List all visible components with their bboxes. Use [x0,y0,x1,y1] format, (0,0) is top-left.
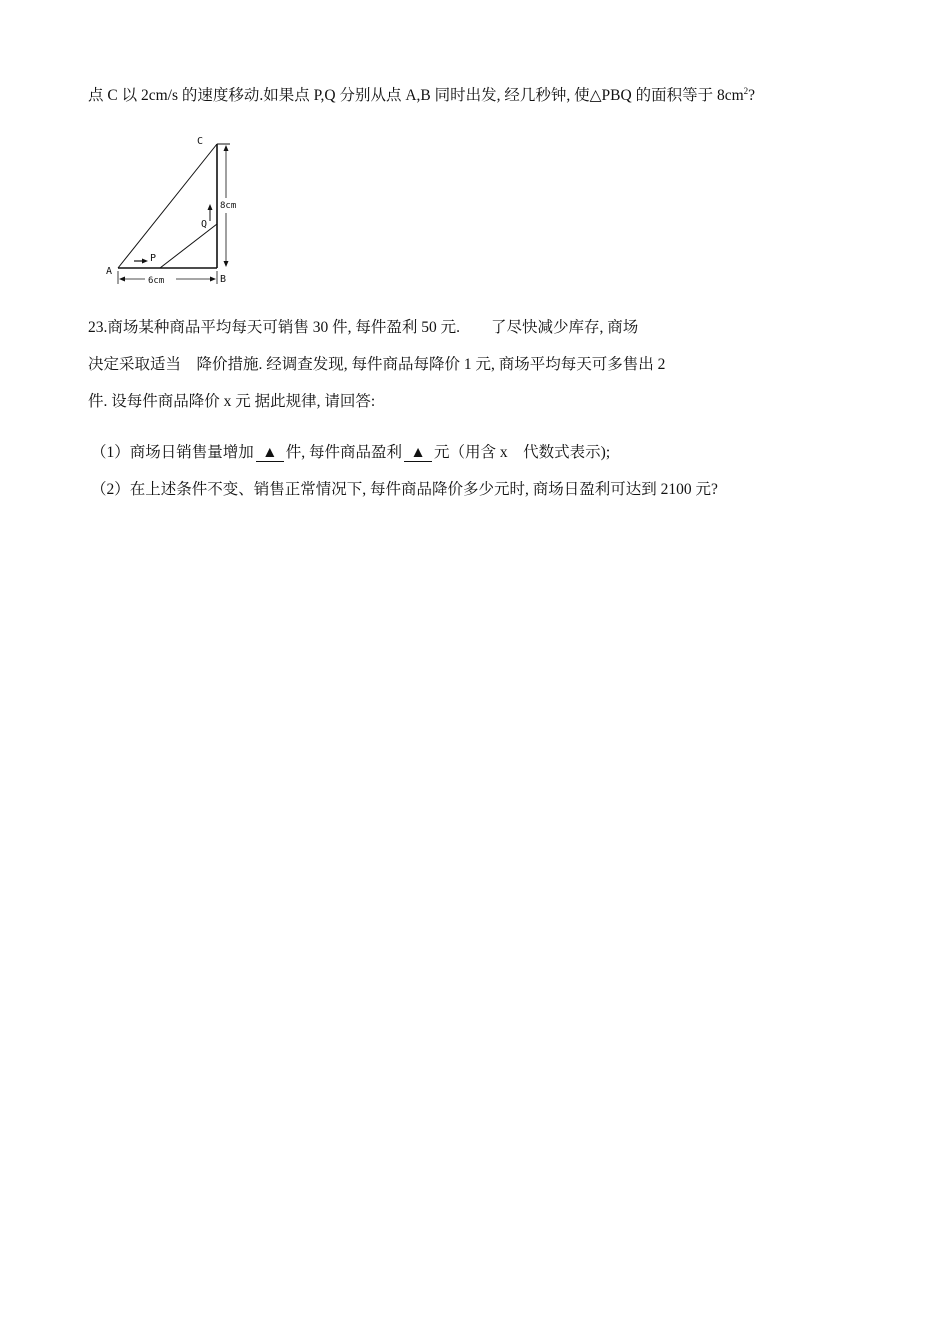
q1-part-3: 元（用含 x 代数式表示); [434,444,611,461]
segment-pq [160,224,217,268]
q1-part-1: （1）商场日销售量增加 [91,444,254,461]
q-motion-arrow-icon [208,204,213,210]
answer-blank-1: ▲ [256,444,284,462]
arrowhead-up-icon [224,145,229,151]
label-c: C [197,136,204,147]
p-motion-arrow-icon [142,259,148,264]
label-p: P [150,253,157,264]
label-a: A [106,266,113,277]
label-6cm: 6cm [148,276,165,286]
arrowhead-left-icon [119,277,125,282]
question-mark: ? [748,87,756,104]
triangle-figure [100,128,250,293]
problem-23-line-2: 决定采取适当 降价措施. 经调查发现, 每件商品每降价 1 元, 商场平均每天可多售出 2 [88,356,666,373]
hypotenuse-ac [118,144,217,268]
answer-blank-2: ▲ [404,444,432,462]
superscript-2: 2 [743,86,749,96]
continuation-main: 点 C 以 2cm/s 的速度移动.如果点 P,Q 分别从点 A,B 同时出发, 经几秒钟, 使△PBQ 的面积等于 8cm [88,87,744,104]
sub-question-1 [91,443,610,463]
sub-question-2: （2）在上述条件不变、销售正常情况下, 每件商品降价多少元时, 商场日盈利可达到 2100 元? [91,481,718,498]
arrowhead-right-icon [210,277,216,282]
label-q: Q [201,219,208,230]
problem-continuation-text [88,81,755,106]
problem-23-line-1: 23.商场某种商品平均每天可销售 30 件, 每件盈利 50 元. 了尽快减少库存, 商场 [88,319,639,336]
arrowhead-down-icon [224,261,229,267]
q1-part-2: 件, 每件商品盈利 [285,444,403,461]
problem-23-line-3: 件. 设每件商品降价 x 元 据此规律, 请回答: [88,393,376,410]
label-b: B [220,274,227,285]
label-8cm: 8cm [220,201,237,211]
